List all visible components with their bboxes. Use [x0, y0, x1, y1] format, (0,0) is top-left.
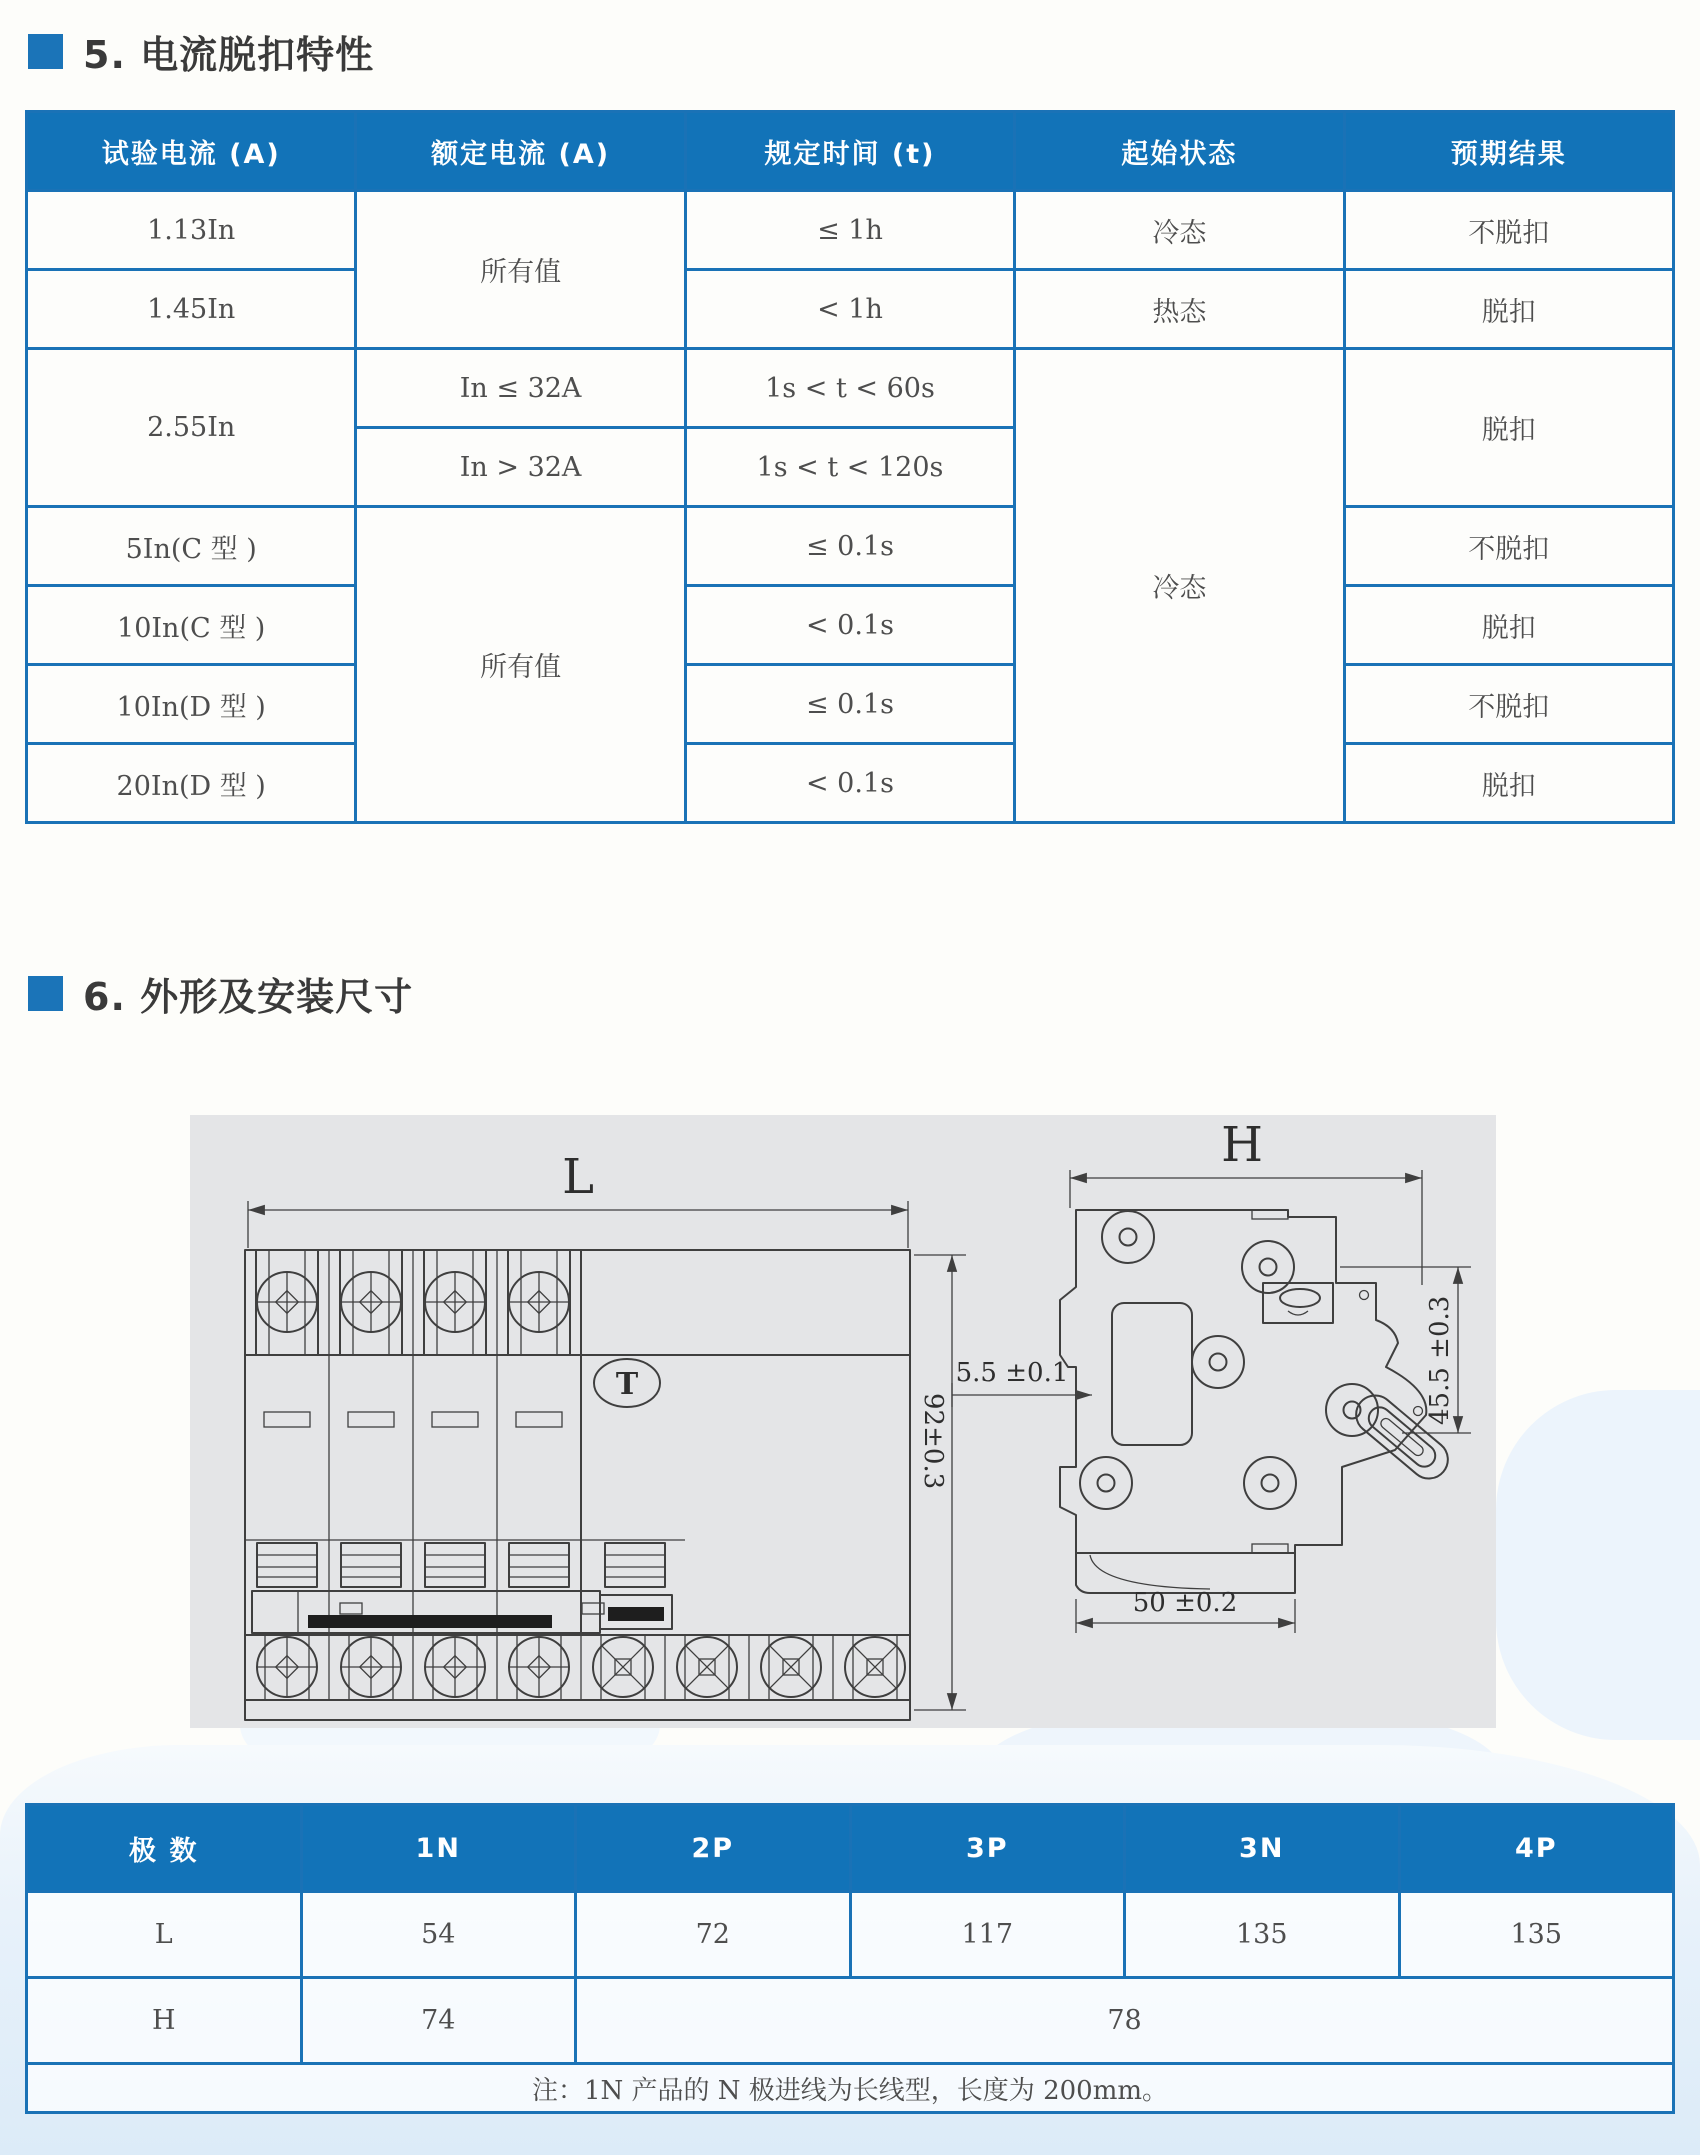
- screw-icon: [509, 1637, 569, 1697]
- dim-L: [248, 1149, 908, 1248]
- section-5-title: [28, 24, 374, 79]
- col-specified-time: 规定时间 (t): [685, 112, 1014, 191]
- screw-icon: [509, 1272, 569, 1332]
- col-2p: 2P: [576, 1805, 851, 1892]
- col-1n: 1N: [301, 1805, 576, 1892]
- cell: 热态: [1015, 270, 1344, 349]
- cell: 135: [1125, 1892, 1400, 1978]
- cell: < 0.1s: [685, 586, 1014, 665]
- table-row: [27, 1978, 1674, 2064]
- screw-icon: [341, 1637, 401, 1697]
- cell: 54: [301, 1892, 576, 1978]
- rivet-icon: [1080, 1457, 1132, 1509]
- dim-92: [914, 1255, 966, 1710]
- rivet-icon: [1326, 1384, 1378, 1436]
- cell: 1s < t < 60s: [685, 349, 1014, 428]
- cell: 冷态: [1015, 349, 1344, 823]
- screw-icon: [581, 1625, 666, 1710]
- cell: 2.55In: [27, 349, 356, 507]
- cell: 5In(C 型 ): [27, 507, 356, 586]
- screw-icon: [257, 1272, 317, 1332]
- screw-icon: [425, 1637, 485, 1697]
- table-row: [27, 349, 1674, 428]
- col-test-current: 试验电流 (A): [27, 112, 356, 191]
- cell: ≤ 1h: [685, 191, 1014, 270]
- cell: 不脱扣: [1344, 665, 1673, 744]
- rivet-icon: [1102, 1211, 1154, 1263]
- cell: In ≤ 32A: [356, 349, 685, 428]
- row-label: H: [27, 1978, 302, 2064]
- cell: 脱扣: [1344, 349, 1673, 507]
- screw-icon: [257, 1637, 317, 1697]
- handle-bar: [252, 1591, 672, 1633]
- col-poles: 极 数: [27, 1805, 302, 1892]
- cell: ≤ 0.1s: [685, 665, 1014, 744]
- table-row: [27, 191, 1674, 270]
- dim-45-5-label: 45.5 ±0.3: [1425, 1295, 1455, 1425]
- col-expected-result: 预期结果: [1344, 112, 1673, 191]
- mcb-dimension-drawing: [190, 1115, 1496, 1728]
- dim-5-5-label: 5.5 ±0.1: [955, 1358, 1069, 1388]
- side-view: [952, 1117, 1471, 1633]
- rivet-icon: [1244, 1457, 1296, 1509]
- table-header-row: [27, 1805, 1674, 1892]
- cell: 135: [1399, 1892, 1674, 1978]
- cell: 1s < t < 120s: [685, 428, 1014, 507]
- col-4p: 4P: [1399, 1805, 1674, 1892]
- cell: 117: [850, 1892, 1125, 1978]
- screw-icon: [341, 1272, 401, 1332]
- watermark-blob: [1496, 1390, 1700, 1740]
- table-row: [27, 270, 1674, 349]
- cell: ≤ 0.1s: [685, 507, 1014, 586]
- cell: 78: [576, 1978, 1674, 2064]
- cell: 不脱扣: [1344, 507, 1673, 586]
- table-note: 注：1N 产品的 N 极进线为长线型，长度为 200mm。: [27, 2064, 1674, 2113]
- cell: 20In(D 型 ): [27, 744, 356, 823]
- table-row: [27, 2064, 1674, 2113]
- dimension-drawing-panel: [190, 1115, 1496, 1728]
- front-view: [245, 1149, 966, 1720]
- section-6-title: [28, 966, 413, 1021]
- table-row: [27, 744, 1674, 823]
- col-rated-current: 额定电流 (A): [356, 112, 685, 191]
- col-3n: 3N: [1125, 1805, 1400, 1892]
- dim-50-label: 50 ±0.2: [1132, 1588, 1238, 1618]
- row-label: L: [27, 1892, 302, 1978]
- table-header-row: [27, 112, 1674, 191]
- cell: 1.45In: [27, 270, 356, 349]
- screw-icon: [833, 1625, 918, 1710]
- section-bullet-icon: [28, 34, 63, 69]
- screw-icon: [425, 1272, 485, 1332]
- cell: 冷态: [1015, 191, 1344, 270]
- cell: 72: [576, 1892, 851, 1978]
- dim-92-label: 92±0.3: [918, 1393, 948, 1490]
- table-row: [27, 586, 1674, 665]
- cell: 10In(D 型 ): [27, 665, 356, 744]
- cell: 74: [301, 1978, 576, 2064]
- rivet-icon: [1242, 1241, 1294, 1293]
- section-bullet-icon: [28, 976, 63, 1011]
- screw-icon: [665, 1625, 750, 1710]
- cell: 脱扣: [1344, 586, 1673, 665]
- screw-icon: [749, 1625, 834, 1710]
- dim-H: [1070, 1117, 1422, 1285]
- col-initial-state: 起始状态: [1015, 112, 1344, 191]
- cell: 1.13In: [27, 191, 356, 270]
- section-5-heading: 5. 电流脱扣特性: [83, 33, 375, 77]
- section-6-heading: 6. 外形及安装尺寸: [83, 975, 414, 1019]
- table-row: [27, 507, 1674, 586]
- cell: 脱扣: [1344, 270, 1673, 349]
- dim-L-label: L: [562, 1149, 594, 1205]
- cell: 所有值: [356, 191, 685, 349]
- test-button-icon: [594, 1359, 660, 1407]
- trip-characteristics-table: [25, 110, 1675, 824]
- cell: 所有值: [356, 507, 685, 823]
- test-button-label: T: [615, 1367, 639, 1402]
- col-3p: 3P: [850, 1805, 1125, 1892]
- dim-5-5: [952, 1358, 1092, 1407]
- pole-dimensions-table: [25, 1803, 1675, 2114]
- rivet-icon: [1192, 1336, 1244, 1388]
- cell: In > 32A: [356, 428, 685, 507]
- cell: 不脱扣: [1344, 191, 1673, 270]
- cell: < 0.1s: [685, 744, 1014, 823]
- dim-50: [1076, 1588, 1295, 1633]
- table-row: [27, 1892, 1674, 1978]
- table-row: [27, 665, 1674, 744]
- dim-H-label: H: [1221, 1117, 1263, 1173]
- cell: 脱扣: [1344, 744, 1673, 823]
- cell: < 1h: [685, 270, 1014, 349]
- cell: 10In(C 型 ): [27, 586, 356, 665]
